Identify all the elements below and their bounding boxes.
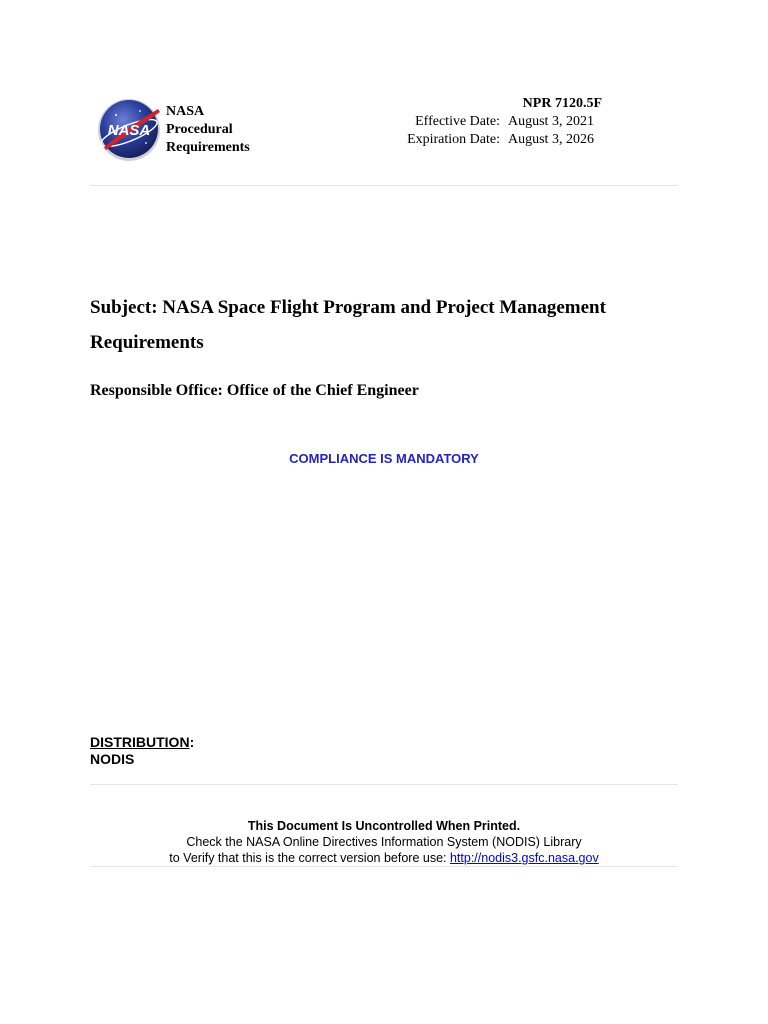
footer-notice (90, 818, 678, 866)
expiration-date-label: Expiration Date: (407, 132, 500, 147)
distribution-colon: : (189, 734, 195, 750)
expiration-date-value: August 3, 2026 (508, 132, 594, 147)
effective-date-label: Effective Date: (415, 114, 500, 129)
effective-date-value: August 3, 2021 (508, 114, 594, 129)
nodis-link[interactable]: http://nodis3.gsfc.nasa.gov (449, 851, 599, 865)
nodis-check-line: Check the NASA Online Directives Information System (NODIS) Library (186, 835, 582, 849)
agency-line: Requirements (166, 140, 250, 155)
effective-date-row (407, 113, 602, 131)
document-meta (407, 95, 602, 149)
distribution-heading: DISTRIBUTION (90, 734, 190, 750)
responsible-office: Responsible Office: Office of the Chief Engineer (90, 382, 419, 399)
verify-line (90, 850, 678, 866)
document-number: NPR 7120.5F (522, 96, 602, 111)
footer-divider-bottom (90, 866, 678, 867)
nasa-meatball-logo (94, 97, 164, 163)
document-subject: Subject: NASA Space Flight Program and Project Management Requirements (90, 297, 606, 353)
logo-wordmark: NASA (107, 122, 151, 139)
verify-text: to Verify that this is the correct version before use: (169, 851, 450, 865)
agency-line: NASA (166, 104, 205, 119)
expiration-date-row (407, 131, 602, 149)
uncontrolled-notice: This Document Is Uncontrolled When Printed. (247, 819, 521, 833)
agency-title (166, 103, 250, 157)
compliance-notice: COMPLIANCE IS MANDATORY (289, 451, 479, 466)
distribution-block (90, 734, 194, 768)
agency-line: Procedural (166, 122, 233, 137)
footer-divider-top (90, 784, 678, 785)
header-divider (90, 185, 678, 186)
distribution-value: NODIS (90, 751, 135, 767)
